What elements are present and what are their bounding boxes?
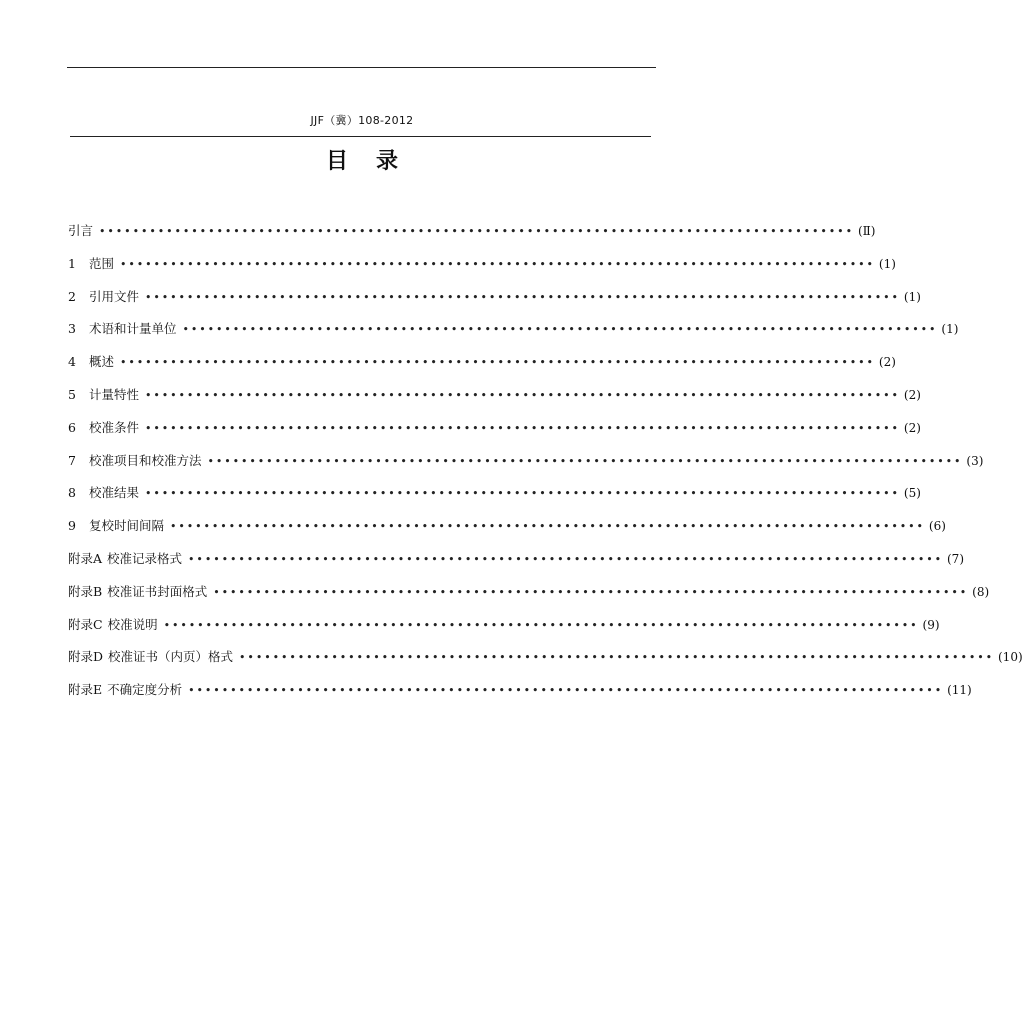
toc-entry-title: 计量特性 <box>88 386 139 402</box>
toc-dot-leader: •••••••••••••••••••••••••••••••••••••••••••••••••••••••••••••••••••••••••••••••••••••••••• <box>163 618 919 632</box>
toc-dot-leader: •••••••••••••••••••••••••••••••••••••••••••••••••••••••••••••••••••••••••••••••••••••••••• <box>144 290 900 304</box>
toc-entry[interactable] <box>68 646 1023 668</box>
toc-entry-number: 7 <box>68 452 76 468</box>
table-of-contents <box>68 220 1023 712</box>
toc-entry[interactable] <box>68 417 921 439</box>
toc-dot-leader: •••••••••••••••••••••••••••••••••••••••••••••••••••••••••••••••••••••••••••••••••••••••••• <box>182 323 938 337</box>
toc-entry-title: 校准说明 <box>107 616 158 632</box>
toc-entry-title: 校准证书封面格式 <box>107 583 208 599</box>
toc-entry-number: 4 <box>68 354 76 370</box>
toc-entry-title: 复校时间间隔 <box>88 518 164 534</box>
toc-entry-number: 1 <box>68 255 76 271</box>
standard-code: JJF（冀）108-2012 <box>310 114 414 127</box>
toc-page-number: (2) <box>903 387 921 402</box>
toc-entry-number: 2 <box>68 288 76 304</box>
toc-entry-title: 范围 <box>88 255 114 271</box>
toc-dot-leader: •••••••••••••••••••••••••••••••••••••••••••••••••••••••••••••••••••••••••••••••••••••••••• <box>144 388 900 402</box>
toc-entry[interactable] <box>68 384 921 406</box>
toc-entry[interactable] <box>68 482 921 504</box>
toc-page-number: (1) <box>941 322 959 337</box>
toc-entry-title: 校准证书（内页）格式 <box>108 649 234 665</box>
toc-dot-leader: •••••••••••••••••••••••••••••••••••••••••••••••••••••••••••••••••••••••••••••••••••••••••• <box>207 454 963 468</box>
toc-entry-title: 校准记录格式 <box>107 550 183 566</box>
toc-dot-leader: •••••••••••••••••••••••••••••••••••••••••••••••••••••••••••••••••••••••••••••••••••••••••• <box>99 225 854 238</box>
toc-page-number: (11) <box>947 683 972 698</box>
toc-entry[interactable] <box>68 614 940 636</box>
toc-page-number: (1) <box>903 289 921 304</box>
toc-dot-leader: •••••••••••••••••••••••••••••••••••••••••••••••••••••••••••••••••••••••••••••••••••••••••• <box>169 520 925 534</box>
toc-entry-title: 术语和计量单位 <box>88 321 177 337</box>
toc-page-number: (2) <box>878 355 896 370</box>
toc-page-number: (10) <box>998 650 1023 665</box>
toc-page-number: (Ⅱ) <box>857 224 876 238</box>
toc-entry-title: 校准项目和校准方法 <box>88 452 202 468</box>
toc-entry-number: 附录B <box>68 583 103 599</box>
toc-dot-leader: •••••••••••••••••••••••••••••••••••••••••••••••••••••••••••••••••••••••••••••••••••••••••• <box>188 552 943 566</box>
toc-entry[interactable] <box>68 318 959 340</box>
toc-dot-leader: •••••••••••••••••••••••••••••••••••••••••••••••••••••••••••••••••••••••••••••••••••••••••• <box>188 684 944 698</box>
toc-entry-number: 附录E <box>68 682 103 698</box>
page-top-rule <box>67 67 656 68</box>
toc-page-number: (7) <box>947 551 964 566</box>
toc-page-number: (8) <box>972 584 990 599</box>
toc-entry[interactable] <box>68 351 896 373</box>
toc-entry-number: 6 <box>68 419 76 435</box>
toc-entry-number: 附录C <box>68 616 103 632</box>
toc-page-number: (1) <box>878 256 896 271</box>
toc-page-number: (9) <box>922 617 940 632</box>
toc-title: 目录 <box>325 149 426 174</box>
toc-entry-number: 3 <box>68 321 76 337</box>
toc-page-number: (3) <box>966 453 984 468</box>
toc-dot-leader: •••••••••••••••••••••••••••••••••••••••••••••••••••••••••••••••••••••••••••••••••••••••••• <box>213 585 969 599</box>
toc-dot-leader: •••••••••••••••••••••••••••••••••••••••••••••••••••••••••••••••••••••••••••••••••••••••••• <box>239 651 994 665</box>
toc-entry[interactable] <box>68 450 984 472</box>
toc-entry-number: 9 <box>68 518 76 534</box>
toc-entry-title: 校准条件 <box>88 419 139 435</box>
toc-entry[interactable] <box>68 253 896 275</box>
toc-dot-leader: •••••••••••••••••••••••••••••••••••••••••••••••••••••••••••••••••••••••••••••••••••••••••• <box>144 421 900 435</box>
toc-entry[interactable] <box>68 286 921 308</box>
toc-page-number: (5) <box>903 486 921 501</box>
toc-entry-number: 5 <box>68 386 76 402</box>
toc-dot-leader: •••••••••••••••••••••••••••••••••••••••••••••••••••••••••••••••••••••••••••••••••••••••••• <box>119 257 875 271</box>
toc-entry[interactable] <box>68 581 990 603</box>
toc-entry-title: 概述 <box>88 354 114 370</box>
toc-entry-title: 引用文件 <box>88 288 139 304</box>
toc-entry-number: 附录D <box>68 649 104 665</box>
toc-entry[interactable] <box>68 548 964 570</box>
toc-entry[interactable] <box>68 220 876 242</box>
toc-entry-title: 引言 <box>68 223 94 238</box>
toc-dot-leader: •••••••••••••••••••••••••••••••••••••••••••••••••••••••••••••••••••••••••••••••••••••••••• <box>119 356 875 370</box>
toc-entry-title: 校准结果 <box>88 485 139 501</box>
toc-page-number: (6) <box>928 519 946 534</box>
header-rule <box>70 136 651 137</box>
toc-entry-number: 8 <box>68 485 76 501</box>
toc-dot-leader: •••••••••••••••••••••••••••••••••••••••••••••••••••••••••••••••••••••••••••••••••••••••••• <box>144 487 900 501</box>
toc-page-number: (2) <box>903 420 921 435</box>
toc-entry-number: 附录A <box>68 550 103 566</box>
toc-entry-title: 不确定度分析 <box>107 682 183 698</box>
toc-entry[interactable] <box>68 679 972 701</box>
toc-entry[interactable] <box>68 515 946 537</box>
